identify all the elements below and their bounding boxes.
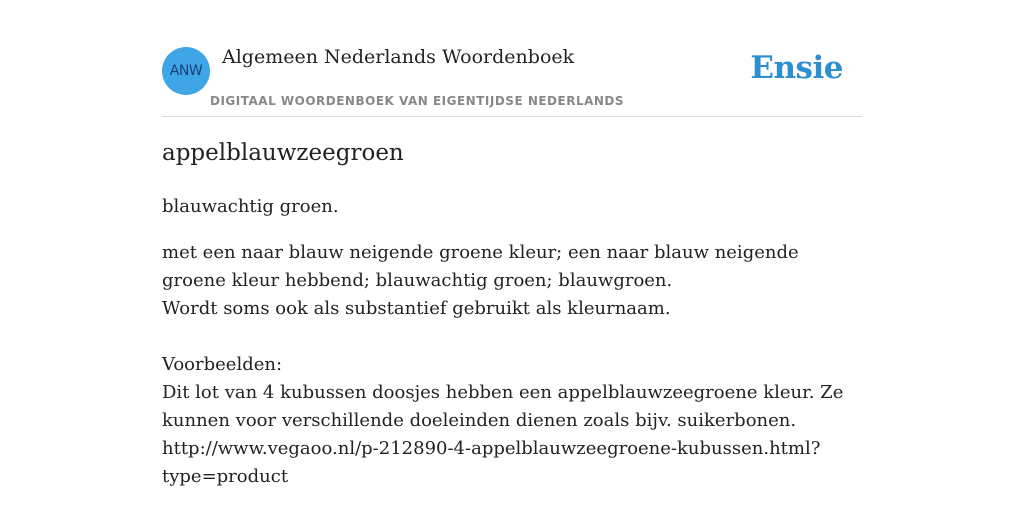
site-title[interactable]: Algemeen Nederlands Woordenboek (222, 46, 575, 68)
example-text: Dit lot van 4 kubussen doosjes hebben een appelblauwzeegroene kleur. Ze kunnen voor verschillende doeleinden dienen zoals bijv. suikerbonen. (162, 382, 844, 431)
definition-text: met een naar blauw neigende groene kleur; een naar blauw neigende groene kleur hebbend; blauwachtig groen; blauwgroen. (162, 242, 799, 291)
site-header (162, 0, 862, 117)
anw-logo[interactable] (162, 47, 210, 95)
site-subtitle: DIGITAAL WOORDENBOEK VAN EIGENTIJDSE NEDERLANDS (210, 94, 625, 108)
example-source: http://www.vegaoo.nl/p-212890-4-appelblauwzeegroene-kubussen.html?type=product (162, 438, 821, 487)
short-definition: blauwachtig groen. (162, 196, 339, 217)
definition-body (162, 239, 852, 491)
logo-text: ANW (169, 63, 203, 79)
definition-note: Wordt soms ook als substantief gebruikt als kleurnaam. (162, 298, 671, 319)
examples-label: Voorbeelden: (162, 354, 283, 375)
page-container (162, 0, 862, 487)
ensie-brand-link[interactable]: Ensie (750, 50, 843, 86)
entry-term: appelblauwzeegroen (162, 140, 404, 166)
